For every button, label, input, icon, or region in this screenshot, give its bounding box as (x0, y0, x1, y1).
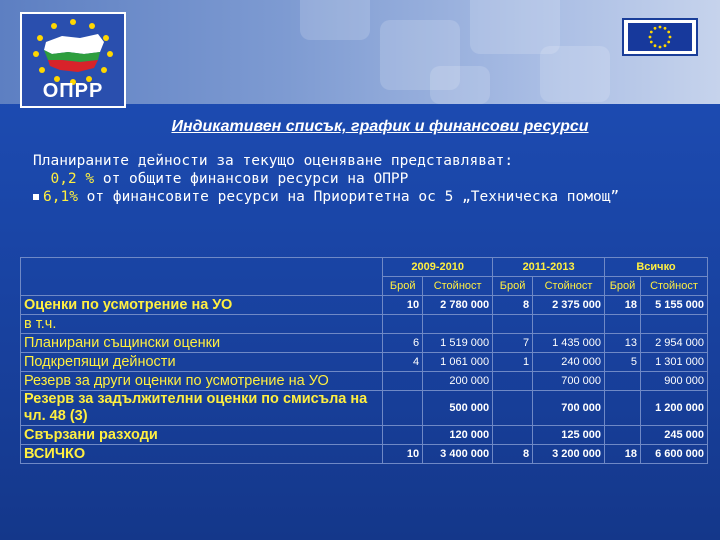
count-cell (493, 372, 533, 391)
intro-text (33, 152, 693, 206)
value-cell: 240 000 (533, 353, 605, 372)
row-label: Резерв за други оценки по усмотрение на УО (21, 372, 383, 391)
count-cell: 10 (383, 445, 423, 464)
count-header: Брой (383, 277, 423, 296)
percent-axis-value: 6,1% (43, 189, 78, 205)
row-label: Резерв за задължителни оценки по смисъла на чл. 48 (3) (21, 391, 383, 426)
count-cell: 8 (493, 445, 533, 464)
eu-flag-field (628, 23, 692, 51)
value-cell (533, 315, 605, 334)
value-cell: 3 200 000 (533, 445, 605, 464)
row-label: ВСИЧКО (21, 445, 383, 464)
eu-flag (622, 18, 698, 56)
bulgaria-map-icon (22, 16, 124, 86)
count-cell: 18 (605, 296, 641, 315)
period-header: Всичко (605, 258, 708, 277)
row-label: Планирани същински оценки (21, 334, 383, 353)
bullet-icon (33, 194, 39, 200)
table-header-row (21, 258, 708, 277)
count-cell (605, 315, 641, 334)
count-cell: 7 (493, 334, 533, 353)
financial-table (20, 257, 708, 464)
table-row (21, 315, 708, 334)
value-header: Стойност (641, 277, 708, 296)
count-cell: 1 (493, 353, 533, 372)
value-cell: 2 375 000 (533, 296, 605, 315)
count-cell: 18 (605, 445, 641, 464)
puzzle-decoration (300, 0, 370, 40)
logo-text: ОПРР (42, 80, 104, 102)
row-label: в т.ч. (21, 315, 383, 334)
count-cell (493, 426, 533, 445)
count-cell: 10 (383, 296, 423, 315)
puzzle-decoration (540, 46, 610, 102)
period-header: 2011-2013 (493, 258, 605, 277)
count-cell: 8 (493, 296, 533, 315)
count-header: Брой (493, 277, 533, 296)
value-header: Стойност (533, 277, 605, 296)
table-row (21, 372, 708, 391)
count-cell (605, 426, 641, 445)
value-cell: 3 400 000 (423, 445, 493, 464)
intro-line-3 (33, 188, 693, 206)
value-cell: 1 200 000 (641, 391, 708, 426)
row-label: Подкрепящи дейности (21, 353, 383, 372)
value-cell: 2 780 000 (423, 296, 493, 315)
slide-title: Индикативен списък, график и финансови ресурси (171, 118, 589, 135)
table-body (21, 296, 708, 464)
value-cell: 125 000 (533, 426, 605, 445)
value-cell (423, 315, 493, 334)
table-row (21, 391, 708, 426)
table-corner (21, 258, 383, 296)
value-cell: 1 519 000 (423, 334, 493, 353)
value-cell: 245 000 (641, 426, 708, 445)
count-cell (605, 391, 641, 426)
table-row (21, 426, 708, 445)
percent-total-value: 0,2 % (50, 171, 95, 187)
oprr-logo (20, 12, 126, 108)
value-cell: 700 000 (533, 372, 605, 391)
row-label: Свързани разходи (21, 426, 383, 445)
value-cell (641, 315, 708, 334)
value-cell: 120 000 (423, 426, 493, 445)
row-label: Оценки по усмотрение на УО (21, 296, 383, 315)
count-cell (493, 391, 533, 426)
count-cell: 6 (383, 334, 423, 353)
count-cell (383, 372, 423, 391)
value-cell: 6 600 000 (641, 445, 708, 464)
value-cell: 5 155 000 (641, 296, 708, 315)
value-cell: 1 301 000 (641, 353, 708, 372)
value-cell: 700 000 (533, 391, 605, 426)
table-row (21, 353, 708, 372)
value-cell: 2 954 000 (641, 334, 708, 353)
value-cell: 900 000 (641, 372, 708, 391)
value-cell: 1 435 000 (533, 334, 605, 353)
count-header: Брой (605, 277, 641, 296)
count-cell: 4 (383, 353, 423, 372)
value-header: Стойност (423, 277, 493, 296)
period-header: 2009-2010 (383, 258, 493, 277)
intro-line-1: Планираните дейности за текущо оценяване представляват: (33, 153, 514, 169)
value-cell: 1 061 000 (423, 353, 493, 372)
percent-total-text: от общите финансови ресурси на ОПРР (94, 171, 409, 187)
percent-axis-text: от финансовите ресурси на Приоритетна ос 5 „Техническа помощ” (77, 189, 620, 205)
count-cell (383, 391, 423, 426)
count-cell: 13 (605, 334, 641, 353)
intro-line-2 (33, 170, 693, 188)
count-cell (383, 426, 423, 445)
value-cell: 500 000 (423, 391, 493, 426)
count-cell: 5 (605, 353, 641, 372)
table-row (21, 334, 708, 353)
count-cell (605, 372, 641, 391)
eu-stars-icon (628, 23, 692, 51)
count-cell (383, 315, 423, 334)
puzzle-decoration (430, 66, 490, 104)
value-cell: 200 000 (423, 372, 493, 391)
count-cell (493, 315, 533, 334)
table-row (21, 445, 708, 464)
table-row (21, 296, 708, 315)
